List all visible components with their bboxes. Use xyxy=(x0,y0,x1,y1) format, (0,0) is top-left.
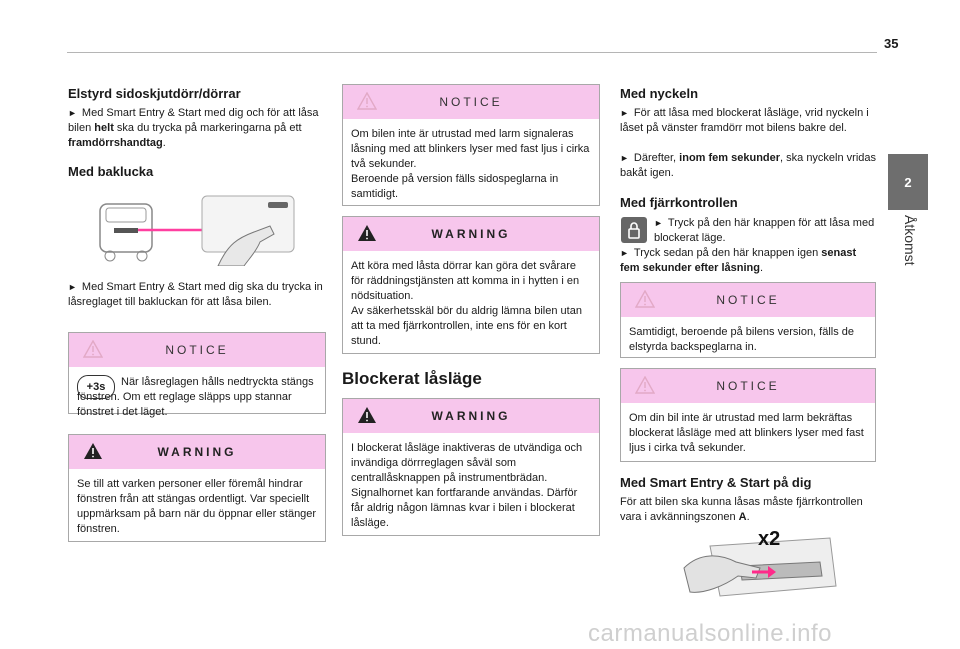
warning-header: WARNING xyxy=(343,399,599,433)
paragraph-remote-step1: ► Tryck på den här knappen för att låsa med blockerat läge. xyxy=(654,216,876,246)
notice-icon xyxy=(357,92,377,110)
page-number: 35 xyxy=(884,36,899,51)
heading-with-key: Med nyckeln xyxy=(620,86,699,101)
warning-icon xyxy=(83,442,103,460)
warning-header: WARNING xyxy=(343,217,599,251)
paragraph-key-step2: ► Därefter, inom fem sekunder, ska nyckeln vridas bakåt igen. xyxy=(620,151,876,181)
notice-text: Om din bil inte är utrustad med larm bekräftas blockerat låsläge med att blinkers lyser med fast ljus i cirka två sekunder. xyxy=(629,412,864,454)
notice-box-windows xyxy=(68,332,326,418)
paragraph-remote-step2: ► Tryck sedan på den här knappen igen senast fem sekunder efter låsning. xyxy=(620,246,876,276)
notice-box-mirrors xyxy=(620,282,876,358)
notice-text: När låsreglagen hålls nedtryckta stängs fönstren. Om ett reglage släpps upp stannar fönstret i det läget. xyxy=(77,376,314,418)
heading-remote: Med fjärrkontrollen xyxy=(620,195,738,210)
warning-icon xyxy=(357,224,377,242)
notice-icon xyxy=(635,376,655,394)
press-twice-label: x2 xyxy=(758,528,781,550)
notice-header: NOTICE xyxy=(343,85,599,119)
warning-header: WARNING xyxy=(69,435,325,469)
warning-box-deadlock xyxy=(342,398,600,536)
chapter-tab[interactable]: 2 xyxy=(888,154,928,210)
paragraph-smart-entry: För att bilen ska kunna låsas måste fjärrkontrollen vara i avkänningszonen A. xyxy=(620,496,863,523)
watermark: carmanualsonline.info xyxy=(588,620,832,647)
double-press-illustration xyxy=(680,528,840,604)
warning-icon xyxy=(357,406,377,424)
paragraph-key-step1: ► För att låsa med blockerat låsläge, vrid nyckeln i låset på vänster framdörr mot bilens bakre del. xyxy=(620,106,876,136)
tailgate-illustration xyxy=(98,194,298,266)
notice-box-alarm xyxy=(342,84,600,206)
notice-header: NOTICE xyxy=(621,369,875,403)
warning-box-windows xyxy=(68,434,326,542)
notice-box-deadlock-alarm xyxy=(620,368,876,462)
chapter-title: Åtkomst xyxy=(902,215,918,266)
heading-sliding-door: Elstyrd sidoskjutdörr/dörrar xyxy=(68,86,241,101)
top-divider xyxy=(67,52,877,53)
warning-text: Se till att varken personer eller föremål hindrar fönstren från att stängas ordentligt. Var speciellt uppmärksam på barn när du öppnar eller stänger fönstren. xyxy=(77,478,317,535)
warning-text: I blockerat låsläge inaktiveras de utvändiga och invändiga dörrreglagen såväl som centrallåsknappen på instrumentbrädan. Signalhornet kan fortfarande användas. Därför får aldrig någon lämnas kvar i bilen i blockerat låsläge. xyxy=(351,442,583,529)
notice-icon xyxy=(635,290,655,308)
notice-text: Om bilen inte är utrustad med larm signaleras låsning med att blinkers lyser med fast ljus i cirka två sekunder. Beroende på version fälls sidospeglarna in samtidigt. xyxy=(351,128,590,200)
lock-button-icon xyxy=(620,216,648,244)
heading-smart-entry: Med Smart Entry & Start på dig xyxy=(620,475,812,490)
notice-text: Samtidigt, beroende på bilens version, fälls de elstyrda backspeglarna in. xyxy=(629,326,855,353)
paragraph-sliding-door: ► Med Smart Entry & Start med dig och för att låsa bilen helt ska du trycka på markeringarna på ett framdörrshandtag. xyxy=(68,106,326,151)
three-seconds-icon: +3s xyxy=(77,375,115,399)
heading-deadlock: Blockerat låsläge xyxy=(342,369,482,388)
notice-header: NOTICE xyxy=(69,333,325,367)
warning-box-locked-doors xyxy=(342,216,600,354)
notice-icon xyxy=(83,340,103,358)
heading-tailgate: Med baklucka xyxy=(68,164,154,179)
paragraph-tailgate: ► Med Smart Entry & Start med dig ska du trycka in låsreglaget till bakluckan för att låsa bilen. xyxy=(68,280,326,310)
warning-text: Att köra med låsta dörrar kan göra det svårare för räddningstjänsten att komma in i hytten i en nödsituation. Av säkerhetsskäl bör du aldrig lämna bilen utan att ta med fjärrkontrollen, inte ens för en kort stund. xyxy=(351,260,582,347)
notice-header: NOTICE xyxy=(621,283,875,317)
